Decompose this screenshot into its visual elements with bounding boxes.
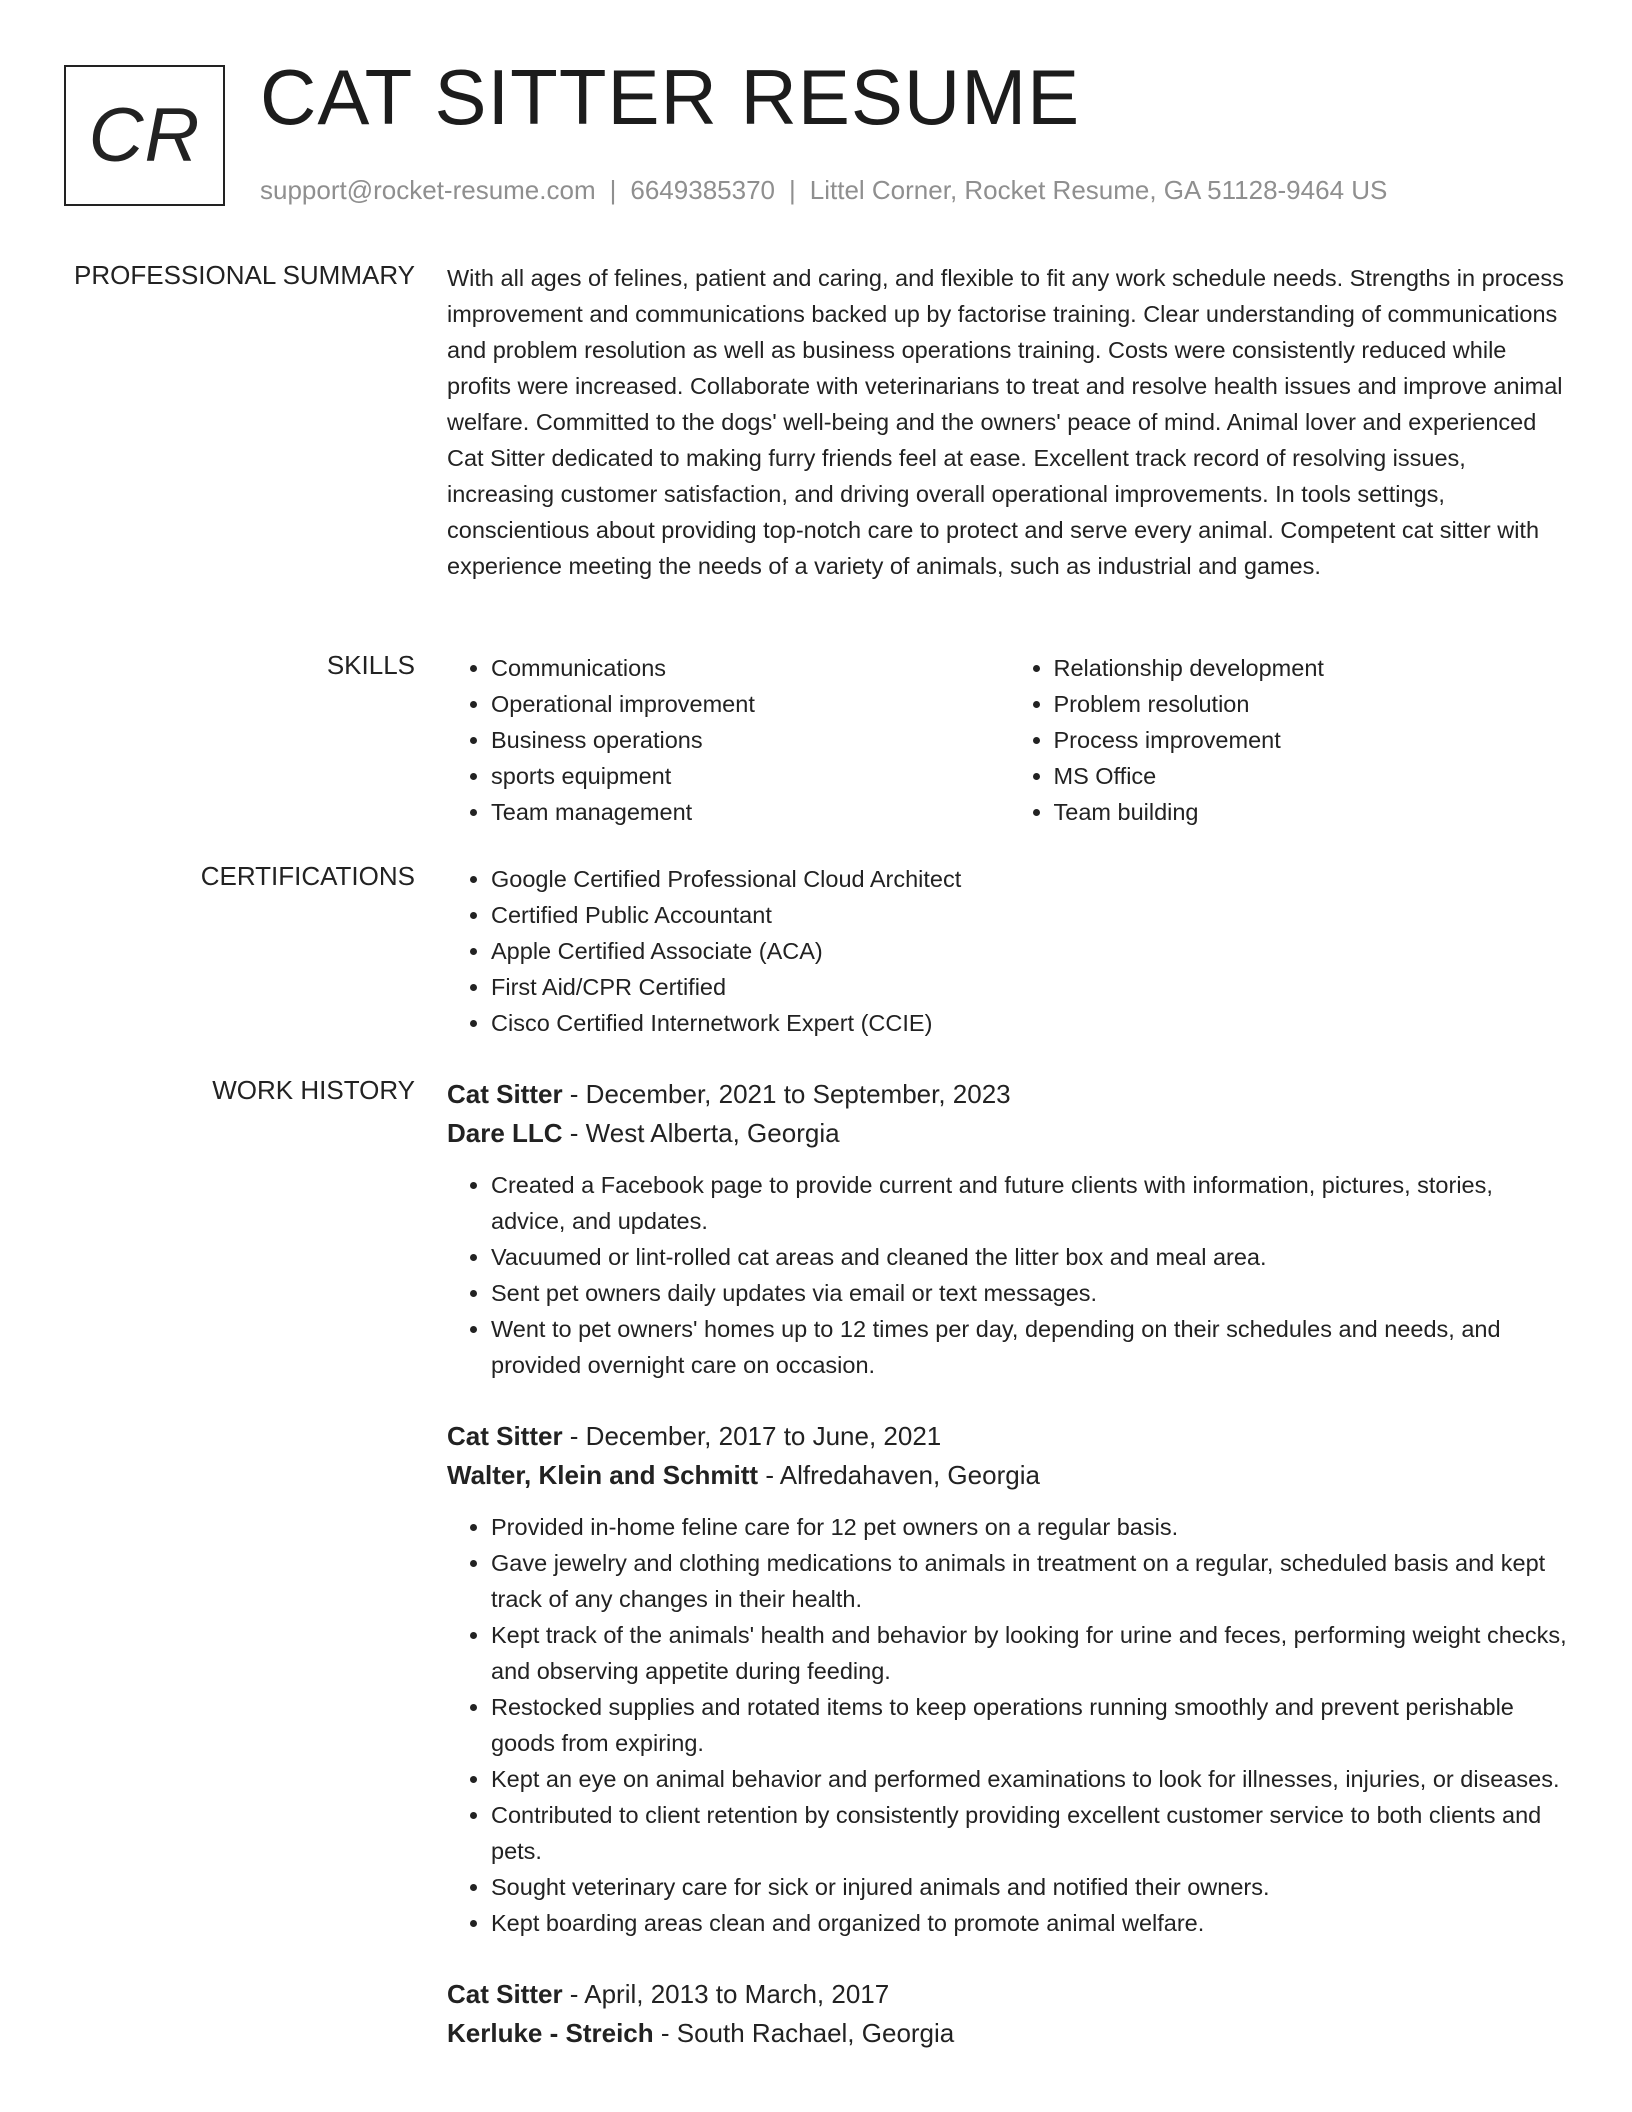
job-dates: - December, 2021 to September, 2023 [562,1079,1011,1109]
monogram-badge: CR [64,65,225,206]
summary-heading: PROFESSIONAL SUMMARY [74,260,415,290]
job-role: Cat Sitter [447,1079,563,1109]
job-bullet: • Contributed to client retention by consistently providing excellent customer service to both clients and pets. [491,1797,1572,1869]
page-title: CAT SITTER RESUME [260,53,1081,141]
job-bullet: • Kept track of the animals' health and behavior by looking for urine and feces, performing weight checks, and observing appetite during feeding. [491,1617,1572,1689]
job-company: Walter, Klein and Schmitt [447,1460,759,1490]
job-bullet: • Kept an eye on animal behavior and performed examinations to look for illnesses, injuries, or diseases. [491,1761,1572,1797]
job-bullet: • Restocked supplies and rotated items to keep operations running smoothly and prevent perishable goods from expiring. [491,1689,1572,1761]
contact-phone: 6649385370 [630,175,775,205]
skill-item: • MS Office [1054,758,1573,794]
skill-item: • Team management [491,794,1010,830]
skill-item: • Relationship development [1054,650,1573,686]
skill-item: • Business operations [491,722,1010,758]
skill-item: • sports equipment [491,758,1010,794]
skills-list-right [1010,650,1573,830]
job-bullet: • Vacuumed or lint-rolled cat areas and cleaned the litter box and meal area. [491,1239,1572,1275]
job-company-line [447,1456,1572,1495]
job-dates: - December, 2017 to June, 2021 [562,1421,942,1451]
job-company-line [447,1114,1572,1153]
contact-separator: | [609,175,617,205]
job-bullet: • Provided in-home feline care for 12 pet owners on a regular basis. [491,1509,1572,1545]
job-company: Kerluke - Streich [447,2018,654,2048]
certifications-list [447,861,1572,1041]
certification-item: • Apple Certified Associate (ACA) [491,933,1572,969]
skill-item: • Team building [1054,794,1573,830]
skill-item: • Problem resolution [1054,686,1573,722]
job-role: Cat Sitter [447,1979,563,2009]
skill-item: • Process improvement [1054,722,1573,758]
job-title-line [447,1075,1572,1114]
job-dates: - April, 2013 to March, 2017 [562,1979,890,2009]
job-location: - Alfredahaven, Georgia [758,1460,1040,1490]
certification-item: • First Aid/CPR Certified [491,969,1572,1005]
contact-line [260,175,1387,206]
job-entry [447,1075,1572,1383]
summary-text: With all ages of felines, patient and caring, and flexible to fit any work schedule needs. Strengths in process improvement and communications backed up by factorise training. Clear understanding of communications and problem resolution as well as business operations training. Costs were consistently reduced while profits were increased. Collaborate with veterinarians to treat and resolve health issues and improve animal welfare. Committed to the dogs' well-being and the owners' peace of mind. Animal lover and experienced Cat Sitter dedicated to making furry friends feel at ease. Excellent track record of resolving issues, increasing customer satisfaction, and driving overall operational improvements. In tools settings, conscientious about providing top-notch care to protect and serve every animal. Competent cat sitter with experience meeting the needs of a variety of animals, such as industrial and games. [447,265,1564,579]
job-bullets [447,1167,1572,1383]
job-entry [447,1975,1572,2053]
skill-item: • Communications [491,650,1010,686]
job-bullets [447,1509,1572,1941]
work-history-heading: WORK HISTORY [212,1075,415,1105]
job-entry [447,1417,1572,1941]
job-location: - West Alberta, Georgia [562,1118,840,1148]
job-location: - South Rachael, Georgia [653,2018,955,2048]
contact-separator: | [789,175,796,205]
job-bullet: • Kept boarding areas clean and organized to promote animal welfare. [491,1905,1572,1941]
job-company-line [447,2014,1572,2053]
job-bullet: • Gave jewelry and clothing medications to animals in treatment on a regular, scheduled basis and kept track of any changes in their health. [491,1545,1572,1617]
contact-email: support@rocket-resume.com [260,175,596,205]
skills-list-left [447,650,1010,830]
job-company: Dare LLC [447,1118,563,1148]
job-bullet: • Created a Facebook page to provide current and future clients with information, pictures, stories, advice, and updates. [491,1167,1572,1239]
certification-item: • Certified Public Accountant [491,897,1572,933]
job-bullet: • Sent pet owners daily updates via email or text messages. [491,1275,1572,1311]
job-role: Cat Sitter [447,1421,563,1451]
certification-item: • Google Certified Professional Cloud Architect [491,861,1572,897]
job-title-line [447,1417,1572,1456]
certification-item: • Cisco Certified Internetwork Expert (CCIE) [491,1005,1572,1041]
job-bullet: • Sought veterinary care for sick or injured animals and notified their owners. [491,1869,1572,1905]
job-title-line [447,1975,1572,2014]
jobs-container [447,1075,1572,2087]
contact-address: Littel Corner, Rocket Resume, GA 51128-9464 US [809,175,1388,205]
skills-heading: SKILLS [326,650,415,680]
job-bullet: • Went to pet owners' homes up to 12 times per day, depending on their schedules and needs, and provided overnight care on occasion. [491,1311,1572,1383]
skill-item: • Operational improvement [491,686,1010,722]
certifications-heading: CERTIFICATIONS [200,861,415,891]
